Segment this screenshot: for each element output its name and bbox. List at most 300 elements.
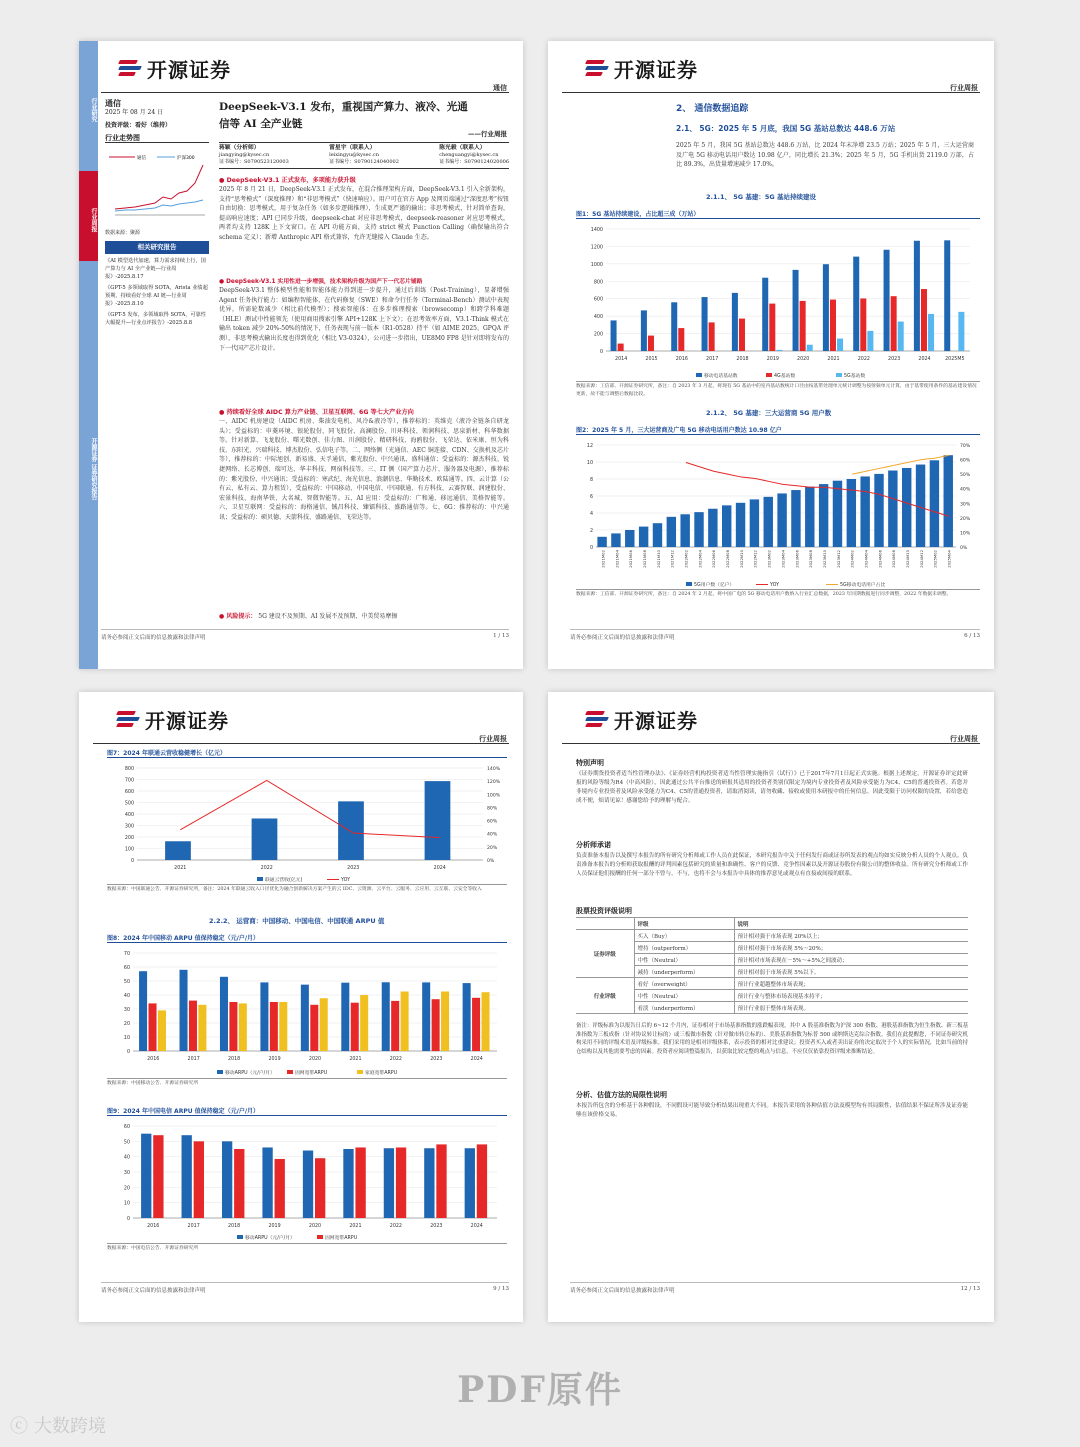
x-tick-label: 2021M02: [600, 550, 606, 568]
figure-2-title: 图2：2025 年 5 月，三大运营商及广电 5G 移动电话用户数达 10.98 亿户: [576, 425, 980, 435]
legend-label: YOY: [770, 583, 780, 588]
trend-chart: [105, 153, 209, 227]
bar-4G基站数: [830, 300, 836, 351]
bar-家庭宽带ARPU: [320, 998, 328, 1051]
bar-4G基站数: [769, 304, 775, 351]
trend-source: 数据来源：聚源: [105, 230, 141, 236]
page-6: [548, 41, 994, 669]
x-tick-label: 2021: [349, 1057, 362, 1062]
x-tick-label: 2020: [797, 357, 810, 362]
bar-5G基站数: [837, 339, 843, 351]
bar-固网宽带ARPU: [391, 1001, 399, 1051]
bar-5G用户数（亿户）: [680, 514, 689, 547]
x-tick-label: 2022M12: [752, 550, 758, 568]
analyst-card: 陈光毅（联系人） chenguangyi@kysec.cn 证书编号：S0790124020006: [439, 145, 509, 165]
bar-5G用户数（亿户）: [750, 499, 759, 547]
bar-固网宽带ARPU: [149, 1003, 157, 1051]
table-header-row: 评级 说明: [576, 918, 968, 930]
y-tick-label: 20: [123, 1186, 130, 1192]
bar-固网宽带ARPU: [229, 1002, 237, 1051]
bar-5G基站数: [776, 350, 782, 351]
x-tick-label: 2021M12: [669, 550, 675, 568]
heading-limitations: 分析、估值方法的局限性说明: [576, 1091, 667, 1099]
x-tick-label: 2018: [228, 1057, 241, 1062]
y2-tick-label: 140%: [487, 767, 501, 772]
y-tick-label: 400: [593, 315, 603, 321]
related-item[interactable]: 《GPT-5 发布，多领域取得 SOTA，可靠性大幅提升—行业点评报告》-2025.8.8: [105, 312, 206, 326]
footer: 请务必参阅正文后面的信息披露和法律声明 9 / 13: [101, 1282, 509, 1294]
x-tick-label: 2021M06: [628, 550, 634, 568]
bar-移动ARPU（元/户/月）: [139, 971, 147, 1051]
bar-5G基站数: [898, 322, 904, 351]
y-tick-label: 500: [124, 801, 134, 807]
x-tick-label: 2023: [430, 1057, 443, 1062]
x-tick-label: 2014: [615, 357, 628, 362]
y2-tick-label: 20%: [487, 845, 498, 851]
logo-icon: [586, 58, 610, 80]
report-date: 2025 年 08 月 24 日: [105, 109, 164, 116]
trend-line-b: [115, 200, 203, 211]
y-tick-label: 2: [589, 529, 593, 534]
bullet-heading-1: ● DeepSeek-V3.1 正式发布，多项能力获升级: [219, 177, 356, 184]
header-divider: [562, 743, 980, 744]
bar-移动ARPU（元/户/月）: [262, 1147, 272, 1218]
x-tick-label: 2022M06: [711, 550, 717, 568]
y-tick-label: 12: [586, 444, 593, 449]
table-row: 证券评级 买入（Buy） 预计相对强于市场表现 20%以上；: [576, 930, 968, 942]
logo: 开源证券: [586, 705, 698, 734]
legend-b: 沪深300: [177, 156, 195, 161]
y2-tick-label: 70%: [960, 444, 971, 449]
bar-家庭宽带ARPU: [441, 992, 449, 1052]
related-reports-header: 相关研究报告: [105, 241, 209, 254]
x-tick-label: 2022M02: [683, 550, 689, 568]
x-tick-label: 2015: [645, 357, 658, 362]
footer: 请务必参阅正文后面的信息披露和法律声明 1 / 13: [101, 629, 509, 641]
figure-7-chart: [107, 760, 507, 884]
x-tick-label: 2019: [268, 1224, 281, 1229]
x-tick-label: 2023: [888, 357, 901, 362]
bar-5G基站数: [807, 345, 813, 351]
x-tick-label: 2021: [827, 357, 840, 362]
x-tick-label: 2025M04: [946, 550, 952, 568]
watermark: ⓒ 大数跨境: [10, 1412, 106, 1438]
header-tag: 行业周报: [479, 735, 507, 743]
report-title: DeepSeek-V3.1 发布，重视国产算力、液冷、光通 信等 AI 全产业链: [219, 101, 468, 130]
bar-4G基站数: [891, 296, 897, 351]
x-tick-label: 2024: [433, 866, 446, 871]
rating-note: 备注：评级标准为以报告日后的 6~12 个月内，证券相对于市场基准指数的涨跌幅表现，其中 A 股基准指数为沪深 300 指数、港股基准指数为恒生指数、新三板基准指数为三板成指（针对协议转让标的）或三板做市指数（针对做市转让标的）、美股基准指数为标普 500 或纳斯达克综合指数。我们在此提醒您，不同证券研究机构采用不同的评级术语及评级标准。我们采用的是相对评级体系，表示投资的相对比重建议；投资者买入或者卖出证券的决定取决于个人的实际情况，比如当前的持仓结构以及其他需要考虑的因素。投资者应阅读整篇报告，以获取比较完整的观点与信息，不应仅仅依靠投资评级来推断结论。: [576, 1023, 968, 1055]
y2-tick-label: 60%: [960, 458, 971, 464]
y-tick-label: 70: [123, 952, 130, 957]
y2-tick-label: 60%: [487, 819, 498, 825]
bar-移动电话基站数: [641, 310, 647, 351]
side-weekly: 行业周报: [79, 171, 98, 261]
x-tick-label: 2024M06: [877, 550, 883, 568]
x-tick-label: 2023M06: [794, 550, 800, 568]
y2-tick-label: 0%: [487, 859, 495, 864]
y-tick-label: 0: [589, 546, 593, 551]
x-tick-label: 2024M02: [849, 550, 855, 568]
bar-5G用户数（亿户）: [764, 497, 773, 547]
x-tick-label: 2021: [349, 1224, 362, 1229]
y-tick-label: 1400: [590, 228, 603, 233]
y-tick-label: 50: [123, 1140, 130, 1146]
bar-移动电话基站数: [611, 320, 617, 351]
paragraph-special-statement: 《证券期货投资者适当性管理办法》、《证券经营机构投资者适当性管理实施指引（试行）》已于2017年7月1日起正式实施。根据上述规定，开源证券评定此研报的风险等级为R4（中高风险），因此通过公共平台推送的研报其适用的投资者类别仅限定为境内专业投资者及风险承受能力为C4、C5的普通投资者。若您并非境内专业投资者及风险承受能力为C4、C5的普通投资者，请取消阅读，请勿收藏、接收或使用本研报中的任何信息。因此受限于访问权限的设置，若给您造成不便，烦请见谅！感谢您给予的理解与配合。: [576, 771, 968, 804]
figure-1-chart: [576, 221, 980, 381]
legend-swatch: [836, 373, 842, 377]
x-tick-label: 2024: [918, 357, 931, 362]
legend-a: 通信: [137, 156, 146, 161]
y-tick-label: 40: [123, 994, 130, 999]
bar-4G基站数: [800, 301, 806, 351]
bar-固网宽带ARPU: [194, 1141, 204, 1218]
legend-swatch: [696, 373, 702, 377]
bar-固网宽带ARPU: [472, 998, 480, 1051]
bar-移动ARPU（元/户/月）: [463, 983, 471, 1051]
x-tick-label: 2020: [308, 1057, 322, 1062]
bar-移动ARPU（元/户/月）: [141, 1134, 151, 1218]
bar-移动ARPU（元/户/月）: [382, 982, 390, 1051]
bar-5G用户数（亿户）: [722, 505, 731, 547]
table-row: 中性（Neutral） 预计行业与整体市场表现基本持平；: [576, 990, 968, 1002]
legend-swatch: [287, 1070, 293, 1074]
header-tag: 行业周报: [950, 84, 978, 92]
x-tick-label: 2024M08: [891, 550, 897, 568]
y-tick-label: 0: [599, 350, 603, 355]
y-tick-label: 50: [123, 980, 130, 985]
line-YOY: [180, 780, 440, 837]
x-tick-label: 2023M04: [780, 550, 786, 568]
y-tick-label: 700: [124, 778, 134, 784]
trend-title: 行业走势图: [105, 133, 209, 143]
logo: 开源证券: [586, 54, 698, 83]
y-tick-label: 600: [124, 790, 134, 795]
bar-固网宽带ARPU: [396, 1147, 406, 1218]
y-tick-label: 0: [126, 1050, 130, 1055]
bar-5G用户数（亿户）: [694, 512, 703, 547]
x-tick-label: 2017: [706, 357, 719, 362]
bar-5G用户数（亿户）: [930, 460, 939, 547]
sub-subsection-heading: 2.1.1、 5G 基建：5G 基站持续建设: [706, 193, 817, 201]
bar-移动电话基站数: [732, 293, 738, 351]
side-brand: 开源证券 证券研究报告: [79, 261, 98, 669]
report-subtitle: ——行业周报: [468, 130, 507, 138]
y-tick-label: 1000: [590, 262, 603, 268]
watermark-logo-icon: ⓒ: [10, 1416, 28, 1437]
x-tick-label: 2016: [675, 357, 688, 362]
x-tick-label: 2024M04: [863, 550, 869, 568]
bar-5G用户数（亿户）: [916, 465, 925, 547]
analyst-card: 雷星宇（联系人） leixingyu@kysec.cn 证书编号：S0790124040002: [329, 145, 399, 165]
x-tick-label: 2024M12: [918, 550, 924, 568]
y-tick-label: 40: [123, 1155, 130, 1161]
x-tick-label: 2022M10: [738, 550, 744, 568]
logo-icon: [586, 709, 610, 731]
x-tick-label: 2025M5: [945, 357, 965, 362]
legend-swatch: [766, 373, 772, 377]
bar-固网宽带ARPU: [355, 1147, 365, 1218]
y2-tick-label: 40%: [960, 487, 971, 493]
bar-5G用户数（亿户）: [805, 487, 814, 547]
sidebar: [79, 41, 98, 669]
x-tick-label: 2024: [470, 1224, 483, 1229]
logo: 开源证券: [117, 705, 229, 734]
legend-swatch: [237, 1235, 243, 1239]
x-tick-label: 2022: [857, 357, 870, 362]
bar-固网宽带ARPU: [275, 1159, 285, 1218]
bar-5G用户数（亿户）: [833, 481, 842, 547]
bar-家庭宽带ARPU: [279, 1002, 287, 1051]
bar-移动ARPU（元/户/月）: [220, 977, 228, 1051]
bar-5G用户数（亿户）: [653, 523, 662, 547]
bar-移动ARPU（元/户/月）: [222, 1141, 232, 1218]
bar-固网宽带ARPU: [432, 999, 440, 1051]
x-tick-label: 2023M08: [808, 550, 814, 568]
bullet-heading-3: ● 持续看好全球 AIDC 算力产业链、卫星互联网、6G 等七大产业方向: [219, 409, 414, 416]
bar-5G用户数（亿户）: [902, 468, 911, 547]
y-tick-label: 4: [589, 512, 593, 517]
x-tick-label: 2022: [260, 866, 273, 871]
bar-固网宽带ARPU: [310, 1005, 318, 1051]
logo-icon: [119, 58, 143, 80]
bar-5G用户数（亿户）: [777, 493, 786, 547]
x-tick-label: 2022M08: [725, 550, 731, 568]
y-tick-label: 30: [123, 1171, 130, 1176]
figure-1-title: 图1：5G 基站持续建设，占比超三成（万站）: [576, 209, 980, 219]
bar-移动电话基站数: [762, 278, 768, 351]
bar-移动电话基站数: [914, 241, 920, 351]
x-tick-label: 2025M02: [932, 550, 938, 568]
bar-固网宽带ARPU: [234, 1149, 244, 1218]
legend-label: 移动电话基站数: [704, 374, 738, 379]
bottom-caption: PDF原件: [457, 1369, 623, 1411]
bar-家庭宽带ARPU: [481, 992, 489, 1051]
bar-移动ARPU（元/户/月）: [301, 985, 309, 1051]
x-tick-label: 2016: [147, 1224, 160, 1229]
section-heading: 2、 通信数据追踪: [676, 104, 749, 114]
legend-label: 5G用户数（亿户）: [694, 583, 735, 588]
legend-label: 固网宽带ARPU: [295, 1071, 328, 1076]
legend-label: 5G基站数: [844, 374, 866, 379]
y-tick-label: 800: [593, 280, 603, 286]
x-tick-label: 2017: [187, 1224, 200, 1229]
x-tick-label: 2021M08: [641, 550, 647, 568]
risk-line: ● 风险提示： 5G 建设不及预期、AI 发展不及预期、中美贸易摩擦: [219, 613, 398, 620]
bar-固网宽带ARPU: [189, 1001, 197, 1051]
y-tick-label: 30: [123, 1008, 130, 1013]
bar-固网宽带ARPU: [315, 1158, 325, 1218]
header-tag: 行业周报: [950, 735, 978, 743]
bar-固网宽带ARPU: [351, 1003, 359, 1051]
x-tick-label: 2022M04: [697, 550, 703, 568]
legend-swatch: [217, 1070, 223, 1074]
logo: 开源证券: [119, 54, 231, 83]
header-divider: [562, 92, 980, 93]
x-tick-label: 2023M12: [835, 550, 841, 568]
legend-swatch: [257, 877, 263, 881]
legend-label: 5G移动电话用户占比: [840, 583, 886, 588]
bar-移动ARPU（元/户/月）: [180, 970, 188, 1051]
y2-tick-label: 30%: [960, 502, 971, 508]
bar-5G用户数（亿户）: [860, 476, 869, 547]
legend-label: 移动ARPU（元/户/月）: [225, 1071, 275, 1076]
page-9: [79, 692, 523, 1322]
bar-家庭宽带ARPU: [158, 1010, 166, 1051]
bar-移动电话基站数: [671, 302, 677, 351]
y2-tick-label: 40%: [487, 832, 498, 838]
y-tick-label: 200: [124, 836, 134, 841]
bar-5G基站数: [867, 331, 873, 351]
table-row: 增持（outperform） 预计相对强于市场表现 5%～20%；: [576, 942, 968, 954]
legend-label: 家庭宽带ARPU: [365, 1071, 398, 1076]
bar-移动ARPU（元/户/月）: [341, 983, 349, 1051]
y-tick-label: 60: [123, 1125, 130, 1130]
figure-2-chart: [576, 437, 980, 589]
y-tick-label: 20: [123, 1022, 130, 1027]
table-row: 减持（underperform） 预计相对弱于市场表现 5%以下。: [576, 966, 968, 978]
legend-label: 固网宽带ARPU: [325, 1236, 358, 1241]
bar-移动ARPU（元/户/月）: [303, 1151, 313, 1218]
y-tick-label: 60: [123, 966, 130, 971]
bar-5G用户数（亿户）: [791, 490, 800, 547]
x-tick-label: 2023: [347, 866, 360, 871]
table-row: 中性（Neutral） 预计相对市场表现在－5%～+5%之间波动；: [576, 954, 968, 966]
bar-4G基站数: [678, 328, 684, 351]
x-tick-label: 2021M10: [655, 550, 661, 568]
bar-5G用户数（亿户）: [611, 533, 620, 547]
paragraph: 2025 年 5 月，我国 5G 基站总数达 448.6 万站，比 2024 年末净增 23.5 万站；2025 年 5 月，三大运营商及广电 5G 移动电话用户数达 10.98 亿户，同比增长 21.3%；2025 年 5 月，5G 手机出货 2119.0 万部，占比 89.3%，出货量增速减少 17.0%。: [676, 142, 974, 169]
bar-联通云营收(亿元): [425, 781, 451, 860]
rating: 投资评级：看好（维持）: [105, 122, 172, 129]
x-tick-label: 2020: [308, 1224, 322, 1229]
bar-移动电话基站数: [823, 264, 829, 351]
footer: 请务必参阅正文后面的信息披露和法律声明 12 / 13: [570, 1282, 980, 1294]
x-tick-label: 2017: [187, 1057, 200, 1062]
rating-table: [576, 917, 968, 1014]
y-tick-label: 1200: [590, 245, 603, 251]
legend-label: YOY: [341, 878, 351, 883]
figure-9-source: 数据来源：中国电信公告、开源证券研究所: [107, 1243, 507, 1253]
bar-5G用户数（亿户）: [639, 527, 648, 547]
figure-8-source: 数据来源：中国移动公告、开源证券研究所: [107, 1078, 507, 1088]
x-tick-label: 2018: [228, 1224, 241, 1229]
y-tick-label: 200: [593, 332, 603, 338]
y2-tick-label: 80%: [487, 806, 498, 812]
y-tick-label: 6: [589, 495, 593, 500]
table-row: 看淡（underperform） 预计行业弱于整体市场表现。: [576, 1002, 968, 1014]
bar-5G基站数: [928, 314, 934, 351]
bar-固网宽带ARPU: [477, 1144, 487, 1218]
y2-tick-label: 120%: [487, 780, 501, 786]
figure-8-title: 图8：2024 年中国移动 ARPU 值保持稳定（元/户/月）: [107, 933, 507, 943]
bar-5G用户数（亿户）: [944, 455, 953, 547]
bar-家庭宽带ARPU: [360, 995, 368, 1051]
heading-analyst-commitment: 分析师承诺: [576, 841, 611, 849]
y-tick-label: 0: [130, 859, 134, 864]
y-tick-label: 300: [124, 824, 134, 830]
table-row: 行业评级 看好（overweight） 预计行业超越整体市场表现；: [576, 978, 968, 990]
figure-8-chart: [107, 945, 507, 1077]
logo-icon: [117, 709, 141, 731]
bar-移动电话基站数: [853, 257, 859, 351]
x-tick-label: 2019: [766, 357, 779, 362]
bar-固网宽带ARPU: [270, 1002, 278, 1051]
x-tick-label: 2019: [268, 1057, 281, 1062]
bar-移动ARPU（元/户/月）: [422, 982, 430, 1051]
bar-移动ARPU（元/户/月）: [465, 1148, 475, 1218]
y2-tick-label: 0%: [960, 546, 968, 551]
x-tick-label: 2023M10: [821, 550, 827, 568]
bar-移动ARPU（元/户/月）: [260, 982, 268, 1051]
side-research: 行业研究: [79, 41, 98, 171]
legend-swatch: [686, 582, 692, 586]
paragraph-3: 一、AIDC 机房建设（AIDC 机房、柴油发电机、风冷&液冷等），推荐标的：英维克（液冷全链条自研龙头）；受益标的：申菱环境、银轮股份、同飞股份、高澜股份、川环科技、领润科技、思泉新材、科华数据等。针对新算、飞龙股份、曙光数创、佳力图、川润股份、精研科技、海鸥股份、飞荣达、依米康、恒为科技、东阳光、兴瑞科技、博杰股份、弘信电子等。二、网络侧（光通信、AEC 铜连接、CDN、交换机及芯片等），推荐标的：中际旭创、新易盛、天孚通信，紫光股份、中兴通讯、盛科通信；受益标的：源杰科技、锐捷网络、长芯博创、瑞可达、华丰科技、网宿科技等。三、IT 侧（国产算力芯片、服务器及电源），推荐标的：紫光股份、中兴通讯；受益标的：寒武纪、海光信息、浪潮信息、华勤技术、欧陆通等。四、云计算（公有云、私有云、算力租赁），受益标的：中国移动、中国电信、中国联通、有方科技、云赛智联、润建股份、宏景科技、海南华铁、大名城、智微智能等。五、AI 应用：受益标的：广和通、移远通信、美格智能等。六、卫星互联网：受益标的：海格通信、铖昌科技、臻镭科技、盛路通信等。七、6G：推荐标的：中兴通讯；受益标的：硕贝德、天箭科技、盛路通信、飞荣达等。: [219, 418, 509, 521]
related-item[interactable]: 《GPT-5 多领域取得 SOTA，Arista 业绩超预期，持续看好全球 AI 链—行业周报》-2025.8.10: [105, 285, 208, 307]
figure-7-title: 图7：2024 年联通云营收稳健增长（亿元）: [107, 748, 507, 758]
x-tick-label: 2023M02: [766, 550, 772, 568]
paragraph-1: 2025 年 8 月 21 日，DeepSeek-V3.1 正式发布，在混合推理架构方面，DeepSeek-V3.1 引入全新架构，支持“思考模式”（深度推理）和“非思考模式”（快速响应）。用户可在官方 App 及网页端通过“深度思考”按钮自由切换：思考模式，用于复杂任务（如多步逻辑推理），生成更严谨的输出；非思考模式，针对简单查询，提高响应速度；API 已同步升级，deepseek-chat 对应非思考模式，deepseek-reasoner 对应思考模式，两者均支持 128K 上下文窗口。在 API 功能方面，支持 strict 模式 Function Calling（确保输出符合 schema 定义）；新增 Anthropic API 格式兼容，允许无缝接入 Claude 生态。: [219, 186, 509, 241]
bar-联通云营收(亿元): [165, 841, 191, 860]
bar-5G用户数（亿户）: [667, 517, 676, 547]
bar-5G用户数（亿户）: [736, 503, 745, 547]
bar-移动电话基站数: [944, 240, 950, 351]
footer: 请务必参阅正文后面的信息披露和法律声明 6 / 13: [570, 629, 980, 641]
y2-tick-label: 10%: [960, 531, 971, 537]
bar-5G用户数（亿户）: [597, 537, 606, 547]
page-12: [548, 692, 994, 1322]
heading-rating-explanation: 股票投资评级说明: [576, 907, 632, 915]
bar-固网宽带ARPU: [436, 1144, 446, 1218]
x-tick-label: 2023: [430, 1224, 443, 1229]
bar-固网宽带ARPU: [153, 1135, 163, 1218]
bar-5G用户数（亿户）: [874, 474, 883, 547]
bar-4G基站数: [739, 319, 745, 351]
bar-家庭宽带ARPU: [401, 992, 409, 1052]
bar-4G基站数: [709, 322, 715, 351]
y2-tick-label: 20%: [960, 516, 971, 522]
figure-1-source: 数据来源：工信部、开源证券研究所，备注：自 2023 年 3 月起，将现有 5G 基站中的室内基站数统计口径由按基带处理单元统计调整为按射频单元计算，由于基带使用条件的基站建设情况更新，故不能与调整后数据比较。: [576, 381, 980, 399]
y-tick-label: 600: [593, 297, 603, 303]
related-item[interactable]: 《AI 模型迭代加速，算力需求持续上行，国产算力与 AI 全产业链—行业周报》-2025.8.17: [105, 258, 206, 280]
bar-5G用户数（亿户）: [819, 484, 828, 547]
sub-subsection-heading: 2.2.2、 运营商：中国移动、中国电信、中国联通 ARPU 值: [209, 917, 385, 925]
bar-4G基站数: [860, 298, 866, 351]
x-tick-label: 2022: [389, 1224, 402, 1229]
bar-4G基站数: [618, 344, 624, 351]
legend-swatch: [357, 1070, 363, 1074]
figure-2-source: 数据来源：工信部、开源证券研究所，备注：自 2024 年 2 月起，将中国广电的 5G 移动电话用户数纳入行业汇总数据，2023 年同期数据进行同步调整，2022 年数据未调整。: [576, 589, 980, 599]
bar-联通云营收(亿元): [338, 801, 364, 860]
heading-special-statement: 特别声明: [576, 759, 604, 767]
header-divider: [93, 743, 509, 744]
bar-4G基站数: [921, 289, 927, 351]
figure-7-source: 数据来源：中国联通公告、开源证券研究所，备注：2024 年联通云收入口径优化为融合创新解决方案产生的云 IDC、云资源、云平台、云服务、云应用、云互联、云安全等收入: [107, 884, 507, 894]
bar-5G用户数（亿户）: [708, 509, 717, 547]
paragraph-limitations: 本报告所包含的分析基于各种假设，不同假设可能导致分析结果出现重大不同。本报告采用的各种估值方法及模型均有其局限性，估值结果不保证所涉及证券能够在该价格交易。: [576, 1103, 968, 1118]
y-tick-label: 10: [123, 1036, 130, 1041]
sub-subsection-heading: 2.1.2、 5G 基建：三大运营商 5G 用户数: [706, 409, 832, 417]
y-tick-label: 100: [124, 847, 134, 853]
bar-4G基站数: [648, 336, 654, 351]
x-tick-label: 2022: [389, 1057, 402, 1062]
y-tick-label: 0: [126, 1217, 130, 1222]
header-tag: 通信: [493, 84, 507, 92]
x-tick-label: 2018: [736, 357, 749, 362]
x-tick-label: 2024: [470, 1057, 483, 1062]
legend-label: 4G基站数: [774, 374, 796, 379]
